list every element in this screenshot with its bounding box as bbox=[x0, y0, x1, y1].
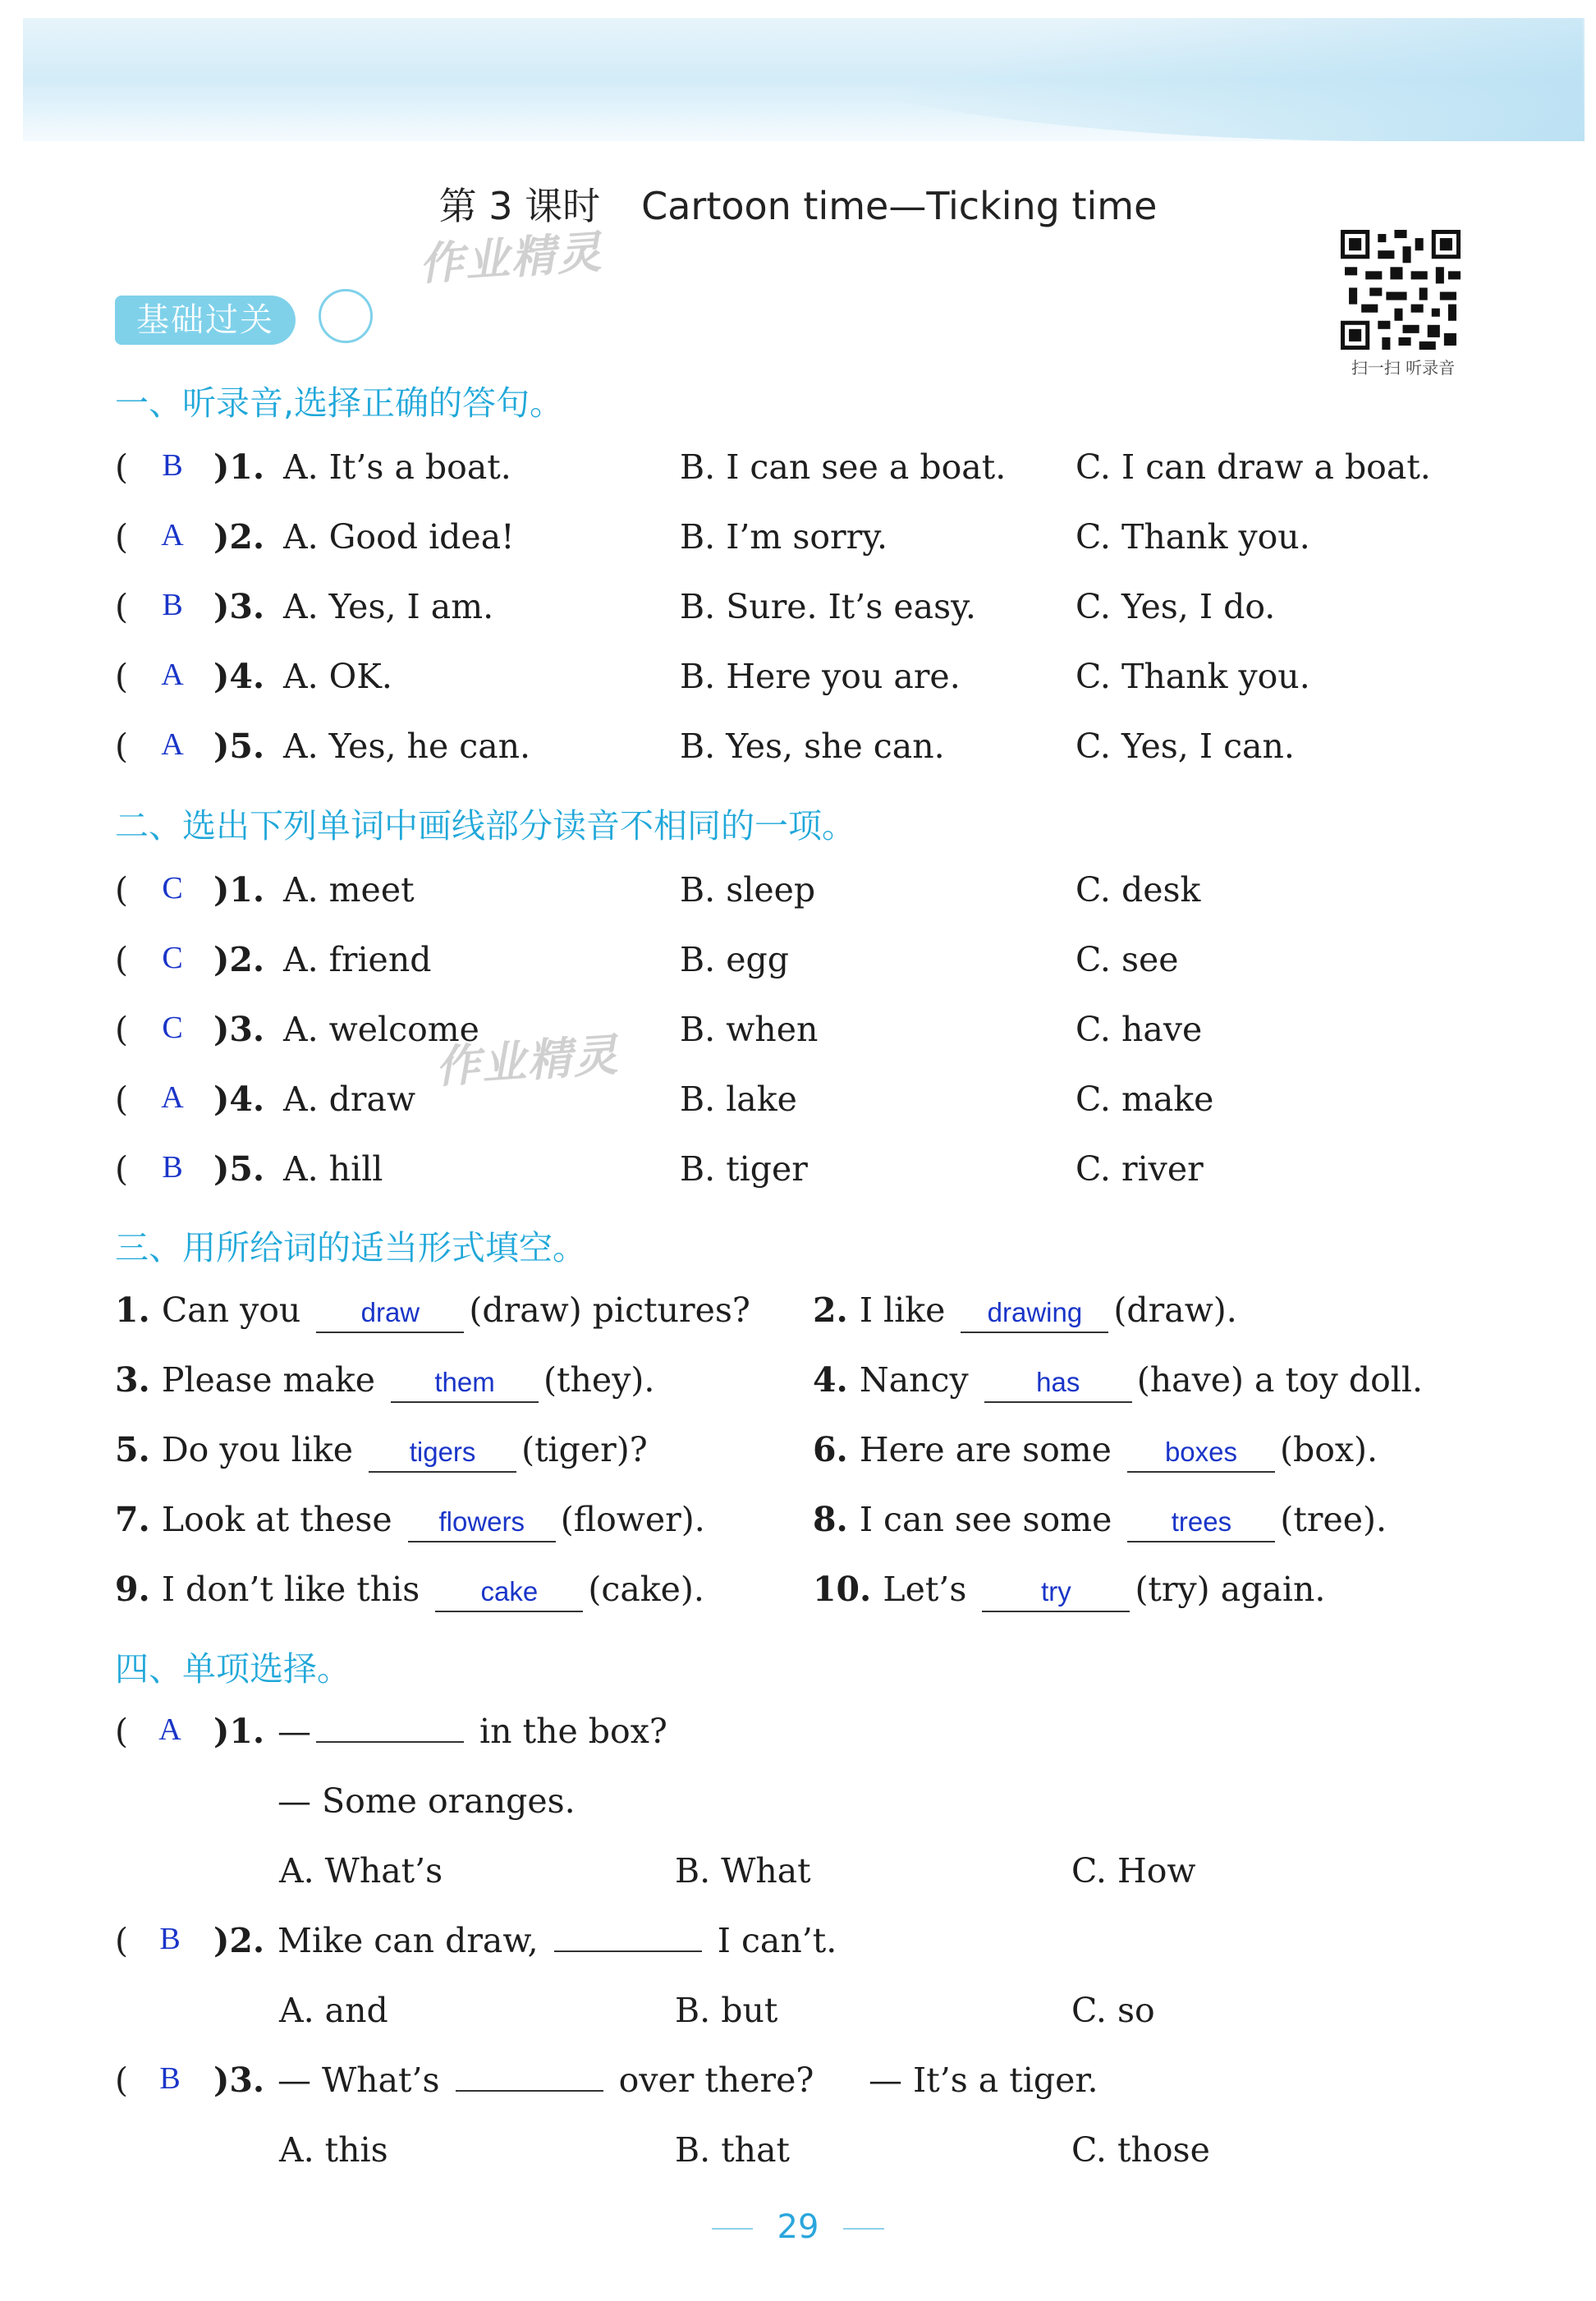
item-text-before: Look at these bbox=[161, 1500, 392, 1539]
option-a: A. this bbox=[279, 2130, 388, 2170]
fill-blank-item bbox=[115, 1290, 750, 1333]
question-row bbox=[0, 1010, 1596, 1059]
watermark: 作业精灵 bbox=[433, 1029, 621, 1093]
question-number: )5. bbox=[213, 1149, 265, 1189]
option-a: A. hill bbox=[283, 1149, 383, 1189]
option-b: B. I’m sorry. bbox=[680, 517, 888, 557]
answer-blank[interactable]: try bbox=[982, 1573, 1130, 1612]
item-text-after: (try) again. bbox=[1135, 1570, 1326, 1609]
option-b: B. Sure. It’s easy. bbox=[680, 587, 976, 626]
fill-blank-item bbox=[115, 1360, 654, 1403]
item-text-after: (flower). bbox=[560, 1500, 705, 1539]
question-stem-start: — What’s bbox=[277, 2060, 440, 2100]
paren-open: ( bbox=[115, 1921, 128, 1960]
question-row bbox=[0, 517, 1596, 566]
option-c: C. so bbox=[1071, 1991, 1155, 2030]
item-text-before: I like bbox=[859, 1290, 946, 1330]
answer-blank[interactable] bbox=[554, 1950, 702, 1952]
fill-blank-item bbox=[115, 1430, 648, 1473]
section-title-3: 三、用所给词的适当形式填空。 bbox=[115, 1228, 586, 1267]
lesson-label: 第 3 课时 bbox=[438, 184, 601, 228]
question-stem-end: in the box? bbox=[479, 1712, 667, 1751]
page-number bbox=[0, 2208, 1596, 2246]
option-c: C. those bbox=[1071, 2130, 1210, 2170]
option-a: A. It’s a boat. bbox=[283, 447, 511, 487]
question-number: )1. bbox=[213, 1712, 265, 1751]
fill-blank-item bbox=[813, 1500, 1387, 1542]
paren-open: ( bbox=[115, 727, 128, 766]
question-stem-start: — bbox=[277, 1712, 311, 1751]
item-text-after: (tiger)? bbox=[521, 1430, 648, 1469]
answer-mark: A bbox=[161, 1080, 184, 1115]
item-text-before: Let’s bbox=[883, 1570, 967, 1609]
smiley-icon bbox=[319, 289, 373, 343]
item-text-before: I can see some bbox=[859, 1500, 1112, 1539]
option-c: C. make bbox=[1075, 1079, 1214, 1119]
item-number: 1. bbox=[115, 1290, 150, 1330]
answer-mark: B bbox=[159, 2061, 181, 2096]
answer-mark: A bbox=[161, 658, 184, 692]
answer-blank[interactable]: flowers bbox=[408, 1503, 556, 1542]
answer-blank[interactable]: boxes bbox=[1127, 1433, 1275, 1473]
section-title-4: 四、单项选择。 bbox=[115, 1649, 351, 1689]
item-number: 7. bbox=[115, 1500, 150, 1539]
option-b: B. Yes, she can. bbox=[680, 727, 945, 766]
question-number: )4. bbox=[213, 1079, 265, 1119]
fill-blank-item bbox=[115, 1570, 704, 1612]
question-reply: — It’s a tiger. bbox=[869, 2060, 1098, 2100]
item-text-after: (draw) pictures? bbox=[469, 1290, 750, 1330]
section-badge: 基础过关 bbox=[115, 296, 296, 345]
item-text-before: I don’t like this bbox=[161, 1570, 420, 1609]
option-b: B. when bbox=[680, 1010, 819, 1049]
item-text-after: (they). bbox=[543, 1360, 655, 1400]
fill-blank-item bbox=[813, 1430, 1378, 1473]
choice-options-2 bbox=[0, 1991, 1596, 2040]
item-text-before: Please make bbox=[161, 1360, 375, 1400]
option-a: A. and bbox=[279, 1991, 388, 2030]
question-number: )1. bbox=[213, 870, 265, 910]
answer-blank[interactable]: them bbox=[391, 1364, 539, 1403]
paren-open: ( bbox=[115, 1010, 128, 1049]
item-number: 2. bbox=[813, 1290, 848, 1330]
option-b: B. Here you are. bbox=[680, 657, 961, 696]
item-number: 4. bbox=[813, 1360, 848, 1400]
paren-open: ( bbox=[115, 1712, 128, 1751]
item-text-after: (cake). bbox=[588, 1570, 704, 1609]
question-stem-end: over there? bbox=[618, 2060, 814, 2100]
question-reply: — Some oranges. bbox=[277, 1781, 576, 1821]
paren-open: ( bbox=[115, 870, 128, 910]
option-a: A. meet bbox=[283, 870, 415, 910]
question-stem-end: I can’t. bbox=[717, 1921, 837, 1960]
question-row bbox=[0, 870, 1596, 919]
question-number: )4. bbox=[213, 657, 265, 696]
question-row bbox=[0, 1149, 1596, 1199]
answer-mark: C bbox=[162, 941, 183, 975]
option-a: A. What’s bbox=[279, 1851, 443, 1891]
question-number: )2. bbox=[213, 517, 265, 557]
option-c: C. Thank you. bbox=[1075, 517, 1310, 557]
option-c: C. How bbox=[1071, 1851, 1196, 1891]
item-text-after: (tree). bbox=[1280, 1500, 1387, 1539]
answer-mark: A bbox=[158, 1712, 181, 1747]
option-c: C. I can draw a boat. bbox=[1075, 447, 1431, 487]
item-text-before: Can you bbox=[161, 1290, 301, 1330]
option-b: B. but bbox=[675, 1991, 778, 2030]
answer-blank[interactable] bbox=[456, 2090, 603, 2092]
lesson-title: Cartoon time—Ticking time bbox=[641, 184, 1158, 228]
paren-open: ( bbox=[115, 2060, 128, 2100]
choice-question-3 bbox=[0, 2060, 1596, 2110]
page-title bbox=[0, 176, 1596, 231]
section-title-1: 一、听录音,选择正确的答句。 bbox=[115, 383, 564, 423]
item-text-after: (box). bbox=[1279, 1430, 1378, 1469]
paren-open: ( bbox=[115, 1079, 128, 1119]
option-c: C. see bbox=[1075, 940, 1179, 979]
choice-options-1 bbox=[0, 1851, 1596, 1900]
question-row bbox=[0, 587, 1596, 636]
option-c: C. river bbox=[1075, 1149, 1204, 1189]
watermark: 作业精灵 bbox=[417, 226, 605, 291]
item-number: 6. bbox=[813, 1430, 848, 1469]
paren-open: ( bbox=[115, 940, 128, 979]
option-a: A. draw bbox=[283, 1079, 416, 1119]
option-a: A. Yes, I am. bbox=[283, 587, 494, 626]
question-number: )3. bbox=[213, 2060, 265, 2100]
paren-open: ( bbox=[115, 517, 128, 557]
divider bbox=[712, 2228, 753, 2230]
item-text-before: Do you like bbox=[161, 1430, 354, 1469]
choice-question-1 bbox=[0, 1712, 1596, 1761]
fill-blank-item bbox=[813, 1290, 1237, 1333]
choice-question-2 bbox=[0, 1921, 1596, 1970]
answer-blank[interactable]: cake bbox=[435, 1573, 583, 1612]
option-c: C. Thank you. bbox=[1075, 657, 1310, 696]
page-number-text: 29 bbox=[777, 2208, 819, 2246]
option-c: C. Yes, I do. bbox=[1075, 587, 1276, 626]
fill-blank-item bbox=[115, 1500, 705, 1542]
paren-open: ( bbox=[115, 587, 128, 626]
option-b: B. sleep bbox=[680, 870, 816, 910]
option-b: B. What bbox=[675, 1851, 811, 1891]
answer-mark: B bbox=[159, 1922, 181, 1956]
answer-blank[interactable]: trees bbox=[1127, 1503, 1275, 1542]
option-b: B. lake bbox=[680, 1079, 797, 1119]
option-a: A. Good idea! bbox=[283, 517, 515, 557]
answer-blank[interactable] bbox=[316, 1741, 464, 1743]
section-title-2: 二、选出下列单词中画线部分读音不相同的一项。 bbox=[115, 806, 855, 846]
question-number: )3. bbox=[213, 1010, 265, 1049]
fill-blank-item bbox=[813, 1360, 1423, 1403]
question-number: )2. bbox=[213, 1921, 265, 1960]
answer-mark: A bbox=[161, 518, 184, 552]
answer-blank[interactable]: has bbox=[984, 1364, 1132, 1403]
question-row bbox=[0, 727, 1596, 776]
divider bbox=[843, 2228, 884, 2230]
item-text-after: (have) a toy doll. bbox=[1136, 1360, 1424, 1400]
paren-open: ( bbox=[115, 447, 128, 487]
answer-blank[interactable]: drawing bbox=[961, 1294, 1108, 1333]
item-text-before: Here are some bbox=[859, 1430, 1112, 1469]
answer-mark: B bbox=[162, 1150, 183, 1185]
fill-blank-item bbox=[813, 1570, 1325, 1612]
question-row bbox=[0, 657, 1596, 706]
item-number: 5. bbox=[115, 1430, 150, 1469]
question-row bbox=[0, 447, 1596, 497]
option-c: C. Yes, I can. bbox=[1075, 727, 1295, 766]
option-b: B. tiger bbox=[680, 1149, 808, 1189]
item-text-after: (draw). bbox=[1113, 1290, 1237, 1330]
option-a: A. Yes, he can. bbox=[283, 727, 531, 766]
qr-code-icon[interactable] bbox=[1341, 230, 1461, 350]
item-number: 8. bbox=[813, 1500, 848, 1539]
question-number: )2. bbox=[213, 940, 265, 979]
question-number: )1. bbox=[213, 447, 265, 487]
option-a: A. welcome bbox=[283, 1010, 479, 1049]
option-a: A. friend bbox=[283, 940, 432, 979]
option-b: B. egg bbox=[680, 940, 789, 979]
answer-mark: C bbox=[162, 871, 183, 905]
answer-mark: B bbox=[162, 448, 183, 483]
option-a: A. OK. bbox=[283, 657, 392, 696]
qr-caption: 扫一扫 听录音 bbox=[1351, 358, 1456, 378]
option-b: B. I can see a boat. bbox=[680, 447, 1007, 487]
answer-mark: C bbox=[162, 1011, 183, 1045]
item-text-before: Nancy bbox=[859, 1360, 969, 1400]
answer-mark: A bbox=[161, 727, 184, 762]
answer-blank[interactable]: tigers bbox=[369, 1433, 516, 1473]
option-c: C. desk bbox=[1075, 870, 1201, 910]
question-number: )5. bbox=[213, 727, 265, 766]
item-number: 3. bbox=[115, 1360, 150, 1400]
paren-open: ( bbox=[115, 1149, 128, 1189]
answer-mark: B bbox=[162, 588, 183, 622]
option-c: C. have bbox=[1075, 1010, 1203, 1049]
question-stem-start: Mike can draw, bbox=[277, 1921, 539, 1960]
item-number: 10. bbox=[813, 1570, 872, 1609]
choice-options-3 bbox=[0, 2130, 1596, 2180]
answer-blank[interactable]: draw bbox=[316, 1294, 464, 1333]
question-row bbox=[0, 1079, 1596, 1129]
paren-open: ( bbox=[115, 657, 128, 696]
question-row bbox=[0, 940, 1596, 989]
question-number: )3. bbox=[213, 587, 265, 626]
item-number: 9. bbox=[115, 1570, 150, 1609]
option-b: B. that bbox=[675, 2130, 790, 2170]
choice-question-1-reply bbox=[0, 1781, 1596, 1831]
